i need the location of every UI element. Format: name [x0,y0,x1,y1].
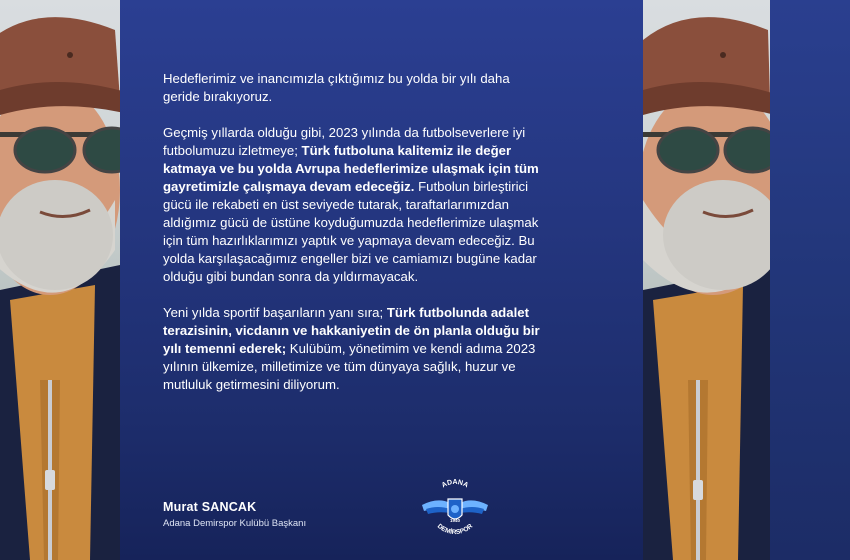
paragraph-2 [163,124,543,286]
paragraph-2-text-c: Futbolun birleştirici gücü ile rekabeti en üst seviyede tutarak, taraftarlarımızdan aldığımız gücü de üstüne koyduğumuzda hedeflerimize ulaşmak için tüm hazırlıklarımızı yaptık ve yapmaya devam edeceğiz. Bu yolda karşılaşacağımız engeller bizi ve camiamızı bugüne kadar olduğu gibi bundan sonra da yıldırmayacak. [163,179,539,284]
logo-year: 1940 [449,518,461,523]
paragraph-1-text: Hedeflerimiz ve inancımızla çıktığımız bu yolda bir yılı daha geride bırakıyoruz. [163,71,510,104]
paragraph-2-bold: Türk futboluna kalitemiz ile değer katmaya ve bu yolda Avrupa hedeflerimize ulaşmak için tüm gayretimizle çalışmaya devam edeceğiz. [163,143,539,194]
paragraph-3 [163,304,543,394]
paragraph-3-text-c: Kulübüm, yönetimim ve kendi adıma 2023 yılının ülkemize, milletimize ve tüm dünyaya sağlık, huzur ve mutluluk getirmesini diliyorum. [163,341,536,392]
photo-left [0,0,120,560]
signature-role: Adana Demirspor Kulübü Başkanı [163,518,307,529]
person-photo-left [0,0,120,560]
paragraph-2-text-a: Geçmiş yıllarda olduğu gibi, 2023 yılında da futbolseverlere iyi futbolumuzu izletmeye; [163,125,526,158]
paragraph-3-bold: Türk futbolunda adalet terazisinin, vicdanın ve hakkaniyetin de ön planla olduğu bir yılı temenni ederek; [163,305,540,356]
signature-name: Murat SANCAK [163,500,257,514]
club-logo [420,475,490,540]
paragraph-3-text-a: Yeni yılda sportif başarıların yanı sıra; [163,305,387,320]
paragraph-1 [163,70,543,106]
person-photo-right [643,0,770,560]
signature [163,500,306,531]
right-edge-strip [770,0,850,560]
logo-top-text: ADANA [440,479,470,490]
photo-right [643,0,770,560]
statement-text [163,70,543,412]
logo-bottom-text: DEMİRSPOR [435,522,475,537]
